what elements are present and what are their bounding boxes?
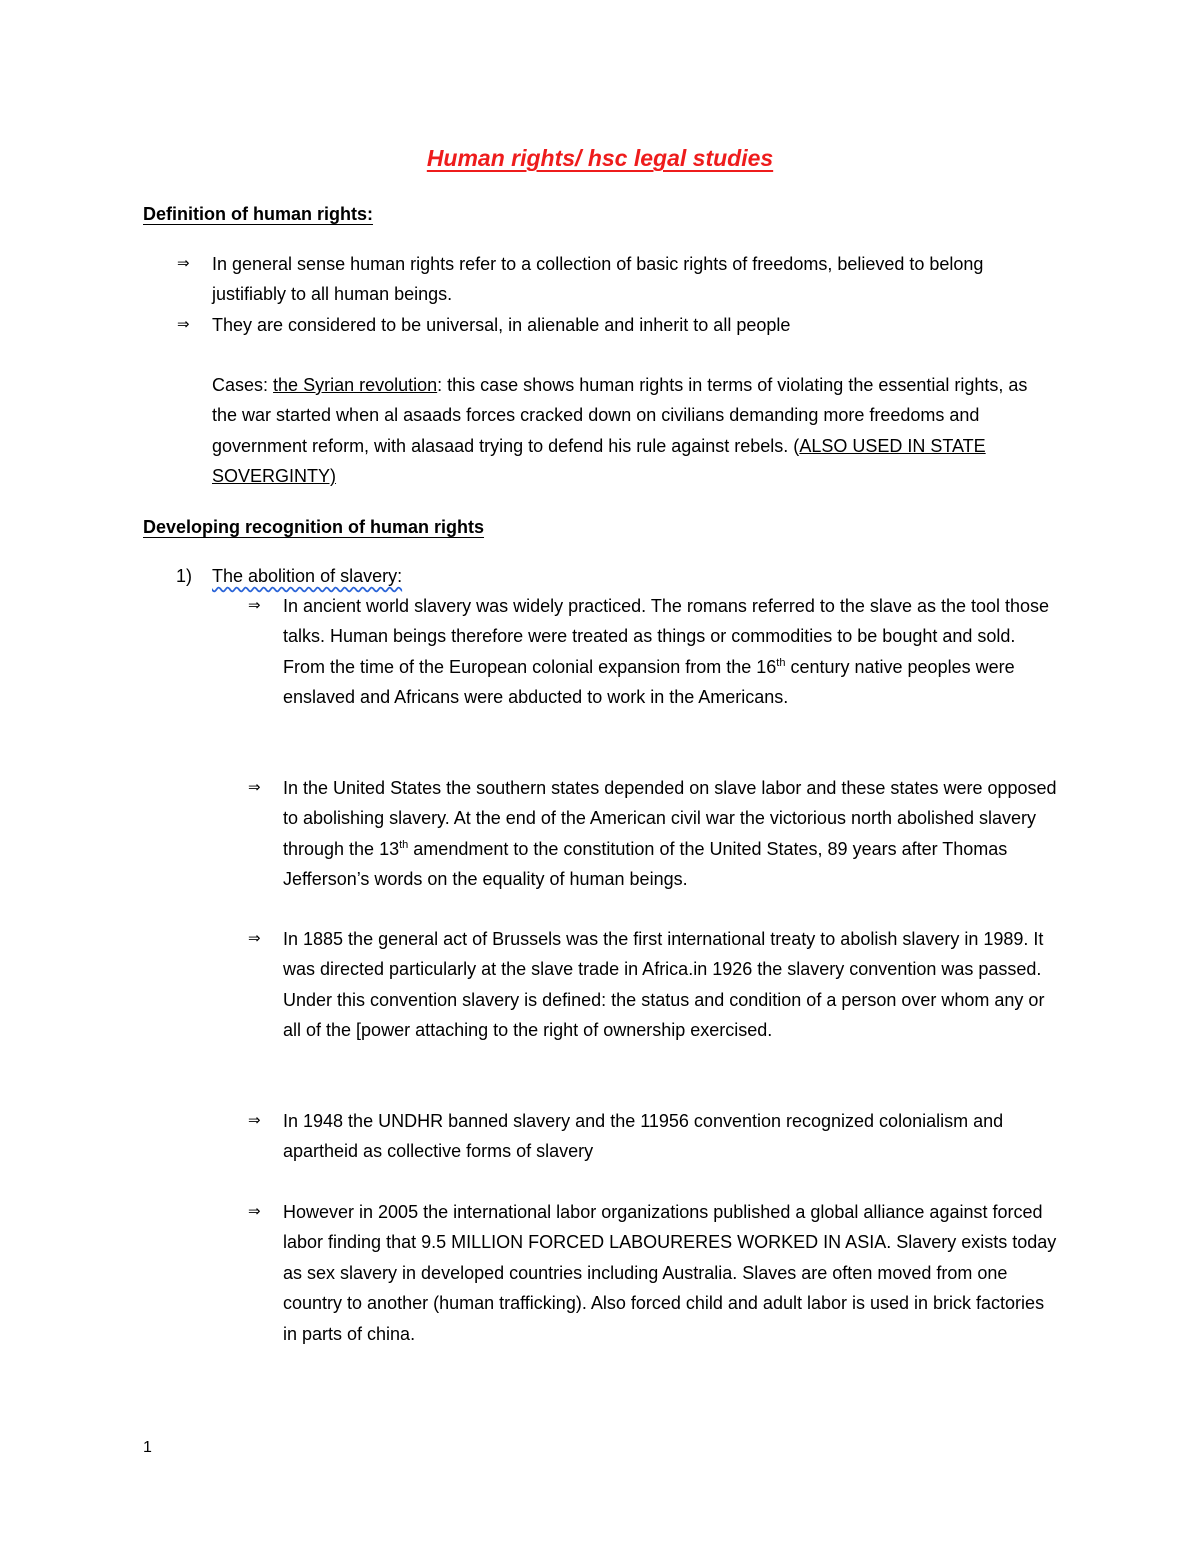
bullet-text: In 1885 the general act of Brussels was the first international treaty to abolish slavery in 1989. It was directed particularly at the slave trade in Africa.in 1926 the slavery convention was passed. Under this convention slavery is defined: the status and condition of a person over whom any or all of the [power attaching to the right of ownership exercised. bbox=[283, 929, 1045, 1041]
list-number: 1) bbox=[176, 566, 193, 586]
abolition-title: The abolition of slavery: bbox=[212, 566, 403, 586]
arrow-icon: ⇒ bbox=[177, 316, 190, 333]
page-number: 1 bbox=[143, 1439, 152, 1456]
section-heading-definition: Definition of human rights: bbox=[143, 204, 373, 224]
section-heading-developing-recognition: Developing recognition of human rights bbox=[143, 517, 485, 537]
arrow-icon: ⇒ bbox=[248, 1112, 261, 1129]
arrow-icon: ⇒ bbox=[248, 779, 261, 796]
cases-link-state-sovereignty: ALSO USED IN STATE SOVERGINTY) bbox=[212, 435, 986, 487]
arrow-icon: ⇒ bbox=[177, 255, 190, 272]
bullet-text: They are considered to be universal, in alienable and inherit to all people bbox=[212, 315, 791, 335]
cases-text: : this case shows human rights in terms of violating the essential rights, as the war started when al asaads forces cracked down on civilians demanding more freedoms and government reform, with alasaad trying to defend his rule against rebels. ( bbox=[212, 375, 1028, 456]
bullet-text: In the United States the southern states depended on slave labor and these states were opposed to abolishing slavery. At the end of the American civil war the victorious north abolished slavery through the 13th amendment to the constitution of the United States, 89 years after Thomas Jefferson’s words on the equality of human beings. bbox=[283, 778, 1057, 890]
list-item-title bbox=[212, 561, 1052, 591]
cases-paragraph bbox=[212, 370, 1047, 492]
arrow-icon: ⇒ bbox=[248, 930, 261, 947]
bullet-text: However in 2005 the international labor organizations published a global alliance against forced labor finding that 9.5 MILLION FORCED LABOURERES WORKED IN ASIA. Slavery exists today as sex slavery in developed countries including Australia. Slaves are often moved from one country to another (human trafficking). Also forced child and adult labor is used in brick factories in parts of china. bbox=[283, 1202, 1057, 1344]
cases-link-syrian-revolution: the Syrian revolution bbox=[273, 375, 438, 395]
arrow-icon: ⇒ bbox=[248, 597, 261, 614]
bullet-text: In 1948 the UNDHR banned slavery and the 11956 convention recognized colonialism and apartheid as collective forms of slavery bbox=[283, 1111, 1004, 1162]
bullet-text: In general sense human rights refer to a collection of basic rights of freedoms, believed to belong justifiably to all human beings. bbox=[212, 254, 984, 305]
arrow-icon: ⇒ bbox=[248, 1203, 261, 1220]
bullet-text: In ancient world slavery was widely practiced. The romans referred to the slave as the tool those talks. Human beings therefore were treated as things or commodities to be bought and sold. From the time of the European colonial expansion from the 16th century native peoples were enslaved and Africans were abducted to work in the Americans. bbox=[283, 596, 1050, 708]
document-title: Human rights/ hsc legal studies bbox=[426, 145, 774, 171]
cases-label: Cases: bbox=[212, 375, 269, 395]
